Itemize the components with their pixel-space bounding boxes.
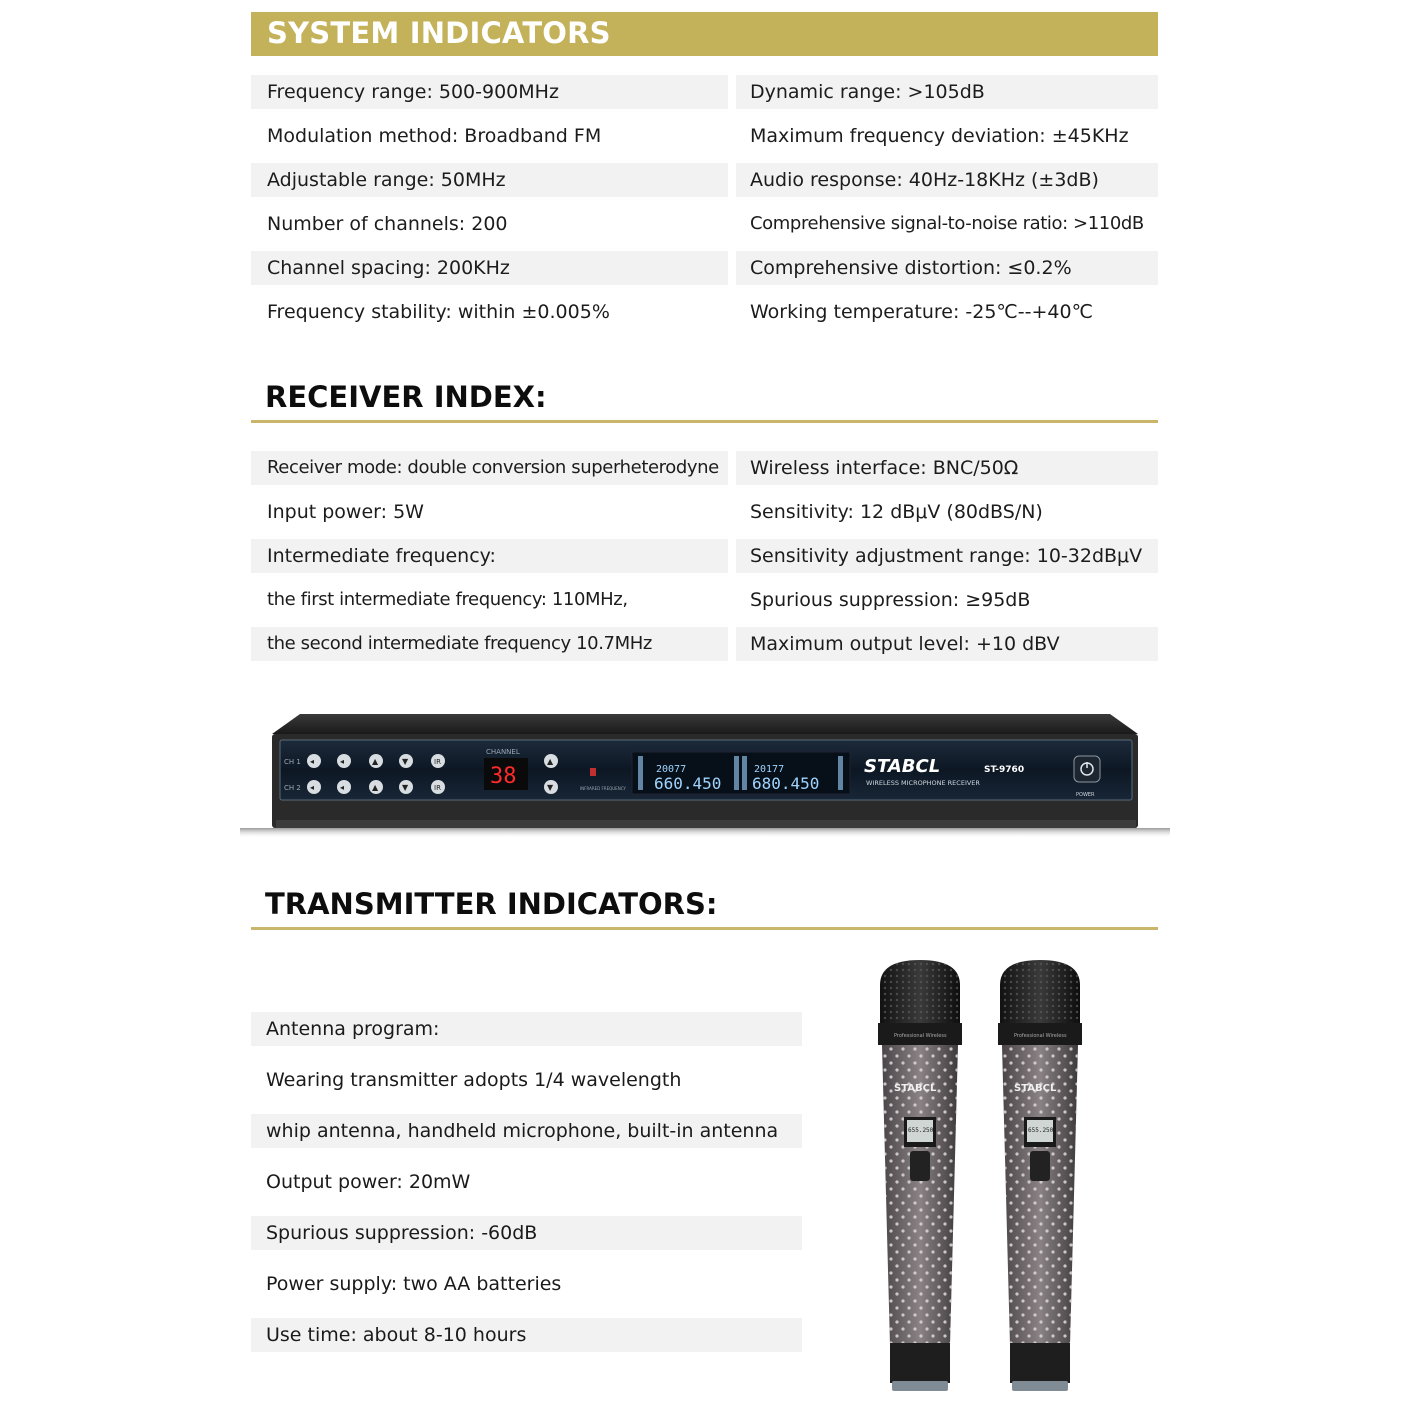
mic-right-head-text: Professional Wireless <box>1014 1033 1067 1039</box>
svg-text:▲: ▲ <box>547 757 554 766</box>
spec-cell: Dynamic range: >105dB <box>736 75 1158 109</box>
ch2-volume-up-button[interactable] <box>337 780 351 794</box>
svg-text:IR: IR <box>434 758 441 766</box>
microphones-image <box>870 955 1100 1395</box>
table-row <box>251 577 1161 621</box>
spec-cell: Intermediate frequency: <box>251 539 728 573</box>
spec-cell: Audio response: 40Hz-18KHz (±3dB) <box>736 163 1158 197</box>
mic-left-switch <box>910 1151 930 1181</box>
device-subtitle: WIRELESS MICROPHONE RECEIVER <box>866 779 980 787</box>
ch1-volume-down-button[interactable] <box>307 754 321 768</box>
table-row <box>251 201 1161 245</box>
table-row <box>251 157 1161 201</box>
table-row <box>251 113 1161 157</box>
mic-right-brand: STABCL <box>1014 1083 1057 1094</box>
channel-up-button[interactable] <box>544 754 558 768</box>
system-indicators-heading: SYSTEM INDICATORS <box>267 16 611 50</box>
spec-cell: Adjustable range: 50MHz <box>251 163 728 197</box>
spec-cell: Working temperature: -25℃--+40℃ <box>750 301 1093 323</box>
list-item: Antenna program: <box>251 1012 802 1046</box>
list-item: Output power: 20mW <box>266 1171 471 1193</box>
ch1-volume-up-button[interactable] <box>337 754 351 768</box>
device-model: ST-9760 <box>984 765 1025 775</box>
spec-cell: the second intermediate frequency 10.7MHz <box>251 627 728 661</box>
power-label: POWER <box>1076 792 1095 798</box>
spec-cell: Frequency stability: within ±0.005% <box>267 301 610 323</box>
svg-text:▼: ▼ <box>402 757 409 766</box>
table-row <box>251 69 1161 113</box>
spec-cell: Number of channels: 200 <box>267 213 508 235</box>
spec-cell: Receiver mode: double conversion superheterodyne <box>251 451 728 485</box>
svg-text:◂: ◂ <box>340 783 345 792</box>
ir-label: INFRARED FREQUENCY <box>580 786 626 791</box>
channel-down-button[interactable] <box>544 780 558 794</box>
spec-cell: Sensitivity: 12 dBμV (80dBS/N) <box>750 501 1043 523</box>
ch2-down-button[interactable] <box>399 780 413 794</box>
spec-cell: Comprehensive distortion: ≤0.2% <box>736 251 1158 285</box>
ch1-label: CH 1 <box>284 758 301 766</box>
system-indicators-table <box>251 69 1161 333</box>
svg-text:IR: IR <box>434 784 441 792</box>
microphone-left <box>878 960 962 1391</box>
ch2-label: CH 2 <box>284 784 301 792</box>
display2-id: 20177 <box>754 764 785 775</box>
table-row <box>251 621 1161 665</box>
transmitter-indicators-heading: TRANSMITTER INDICATORS: <box>265 887 718 921</box>
table-row <box>251 289 1161 333</box>
mic-left-screen: 655.250 <box>908 1127 934 1134</box>
mic-left-head-text: Professional Wireless <box>894 1033 947 1039</box>
ch2-volume-down-button[interactable] <box>307 780 321 794</box>
table-row <box>251 533 1161 577</box>
spec-cell: Input power: 5W <box>267 501 424 523</box>
display2-frequency: 680.450 <box>752 774 820 793</box>
list-item: Use time: about 8-10 hours <box>251 1318 802 1352</box>
receiver-index-divider <box>251 420 1158 423</box>
mic-left-brand: STABCL <box>894 1083 937 1094</box>
receiver-device-image <box>240 710 1170 840</box>
list-item: Spurious suppression: -60dB <box>251 1216 802 1250</box>
table-row <box>251 445 1161 489</box>
svg-text:◂: ◂ <box>310 757 315 766</box>
svg-text:◂: ◂ <box>310 783 315 792</box>
spec-cell: Modulation method: Broadband FM <box>267 125 602 147</box>
transmitter-indicators-list <box>251 1012 802 1369</box>
ch1-down-button[interactable] <box>399 754 413 768</box>
display1-id: 20077 <box>656 764 687 775</box>
svg-text:▼: ▼ <box>547 783 554 792</box>
display1-frequency: 660.450 <box>654 774 722 793</box>
mic-right-screen: 655.250 <box>1028 1127 1054 1134</box>
spec-cell: Frequency range: 500-900MHz <box>251 75 728 109</box>
microphone-right <box>998 960 1082 1391</box>
list-item: Power supply: two AA batteries <box>266 1273 562 1295</box>
channel-label: CHANNEL <box>486 748 520 756</box>
channel-led-display: 38 <box>490 764 517 789</box>
spec-cell: Channel spacing: 200KHz <box>251 251 728 285</box>
svg-text:▼: ▼ <box>402 783 409 792</box>
ch2-up-button[interactable] <box>369 780 383 794</box>
spec-cell: Maximum output level: +10 dBV <box>736 627 1158 661</box>
ch1-ir-button[interactable] <box>431 754 445 768</box>
svg-text:▲: ▲ <box>372 783 379 792</box>
table-row <box>251 245 1161 289</box>
ch1-up-button[interactable] <box>369 754 383 768</box>
mic-right-switch <box>1030 1151 1050 1181</box>
power-button[interactable] <box>1074 756 1100 782</box>
spec-cell: Maximum frequency deviation: ±45KHz <box>750 125 1129 147</box>
spec-cell: Spurious suppression: ≥95dB <box>750 589 1031 611</box>
receiver-index-heading: RECEIVER INDEX: <box>265 380 547 414</box>
receiver-index-table <box>251 445 1161 665</box>
transmitter-indicators-divider <box>251 927 1158 930</box>
ch2-ir-button[interactable] <box>431 780 445 794</box>
table-row <box>251 489 1161 533</box>
spec-cell: Wireless interface: BNC/50Ω <box>736 451 1158 485</box>
list-item: Wearing transmitter adopts 1/4 wavelength <box>266 1069 682 1091</box>
system-indicators-banner <box>251 12 1158 56</box>
device-brand-logo: STABCL <box>864 756 941 777</box>
spec-cell: the first intermediate frequency: 110MHz, <box>267 589 628 610</box>
spec-cell: Comprehensive signal-to-noise ratio: >110dB <box>750 213 1144 234</box>
svg-text:▲: ▲ <box>372 757 379 766</box>
svg-text:◂: ◂ <box>340 757 345 766</box>
ir-sensor-icon <box>590 768 596 776</box>
spec-cell: Sensitivity adjustment range: 10-32dBμV <box>736 539 1158 573</box>
list-item: whip antenna, handheld microphone, built-in antenna <box>251 1114 802 1148</box>
